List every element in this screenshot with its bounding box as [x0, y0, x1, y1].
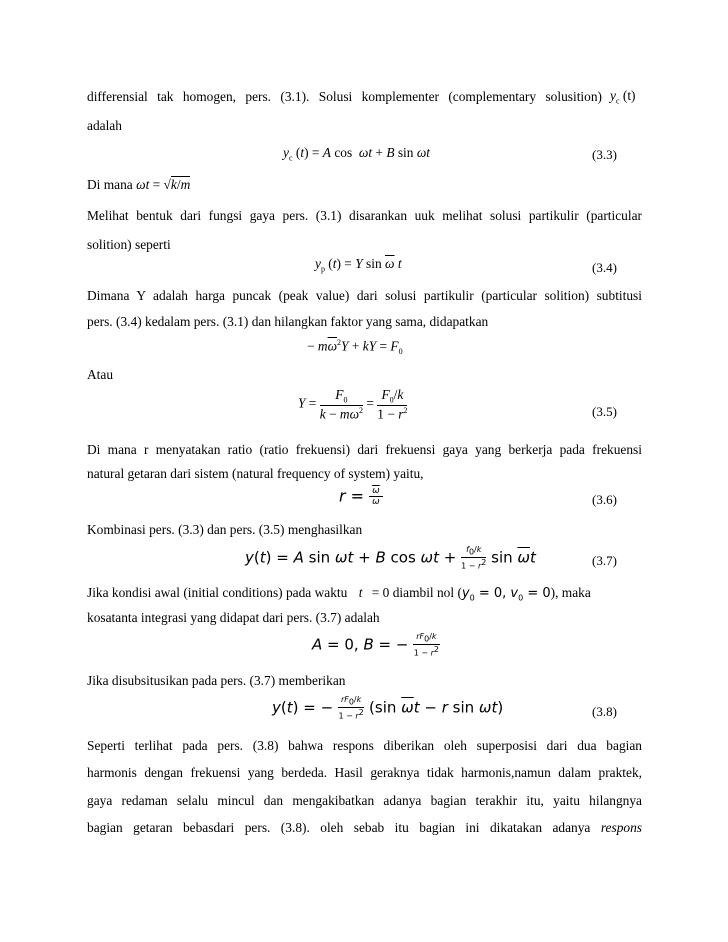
text-line — [87, 367, 642, 383]
paragraph-text: Jika kondisi awal (initial conditions) pada waktu — [87, 585, 348, 600]
paragraph-text: respons — [600, 820, 642, 835]
paragraph-text: Seperti terlihat pada pers. (3.8) bahwa respons diberikan oleh superposisi dari dua bagian — [87, 738, 642, 753]
equation-number: (3.3) — [592, 147, 617, 162]
text-line — [87, 466, 642, 482]
equation-3-3: $y_c$ (t) = A cos ωt + B sin ωt — [283, 145, 431, 163]
equation-number: (3.5) — [592, 404, 617, 419]
equation-number: (3.4) — [592, 260, 617, 275]
paragraph-text: Melihat bentuk dari fungsi gaya pers. (3.1) disarankan uuk melihat solusi partikulir (particular — [87, 208, 642, 223]
paragraph-text: = 0 diambil nol ( — [371, 585, 462, 600]
paragraph-text: harmonis dengan frekuensi yang berdeda. Hasil geraknya tidak harmonis,namun dalam praktek, — [87, 765, 642, 780]
text-line — [87, 442, 642, 458]
paragraph-text: Jika disubsitusikan pada pers. (3.7) memberikan — [87, 673, 346, 688]
text-line — [87, 820, 642, 836]
paragraph-text: Kombinasi pers. (3.3) dan pers. (3.5) menghasilkan — [87, 522, 363, 537]
paragraph-text: natural getaran dari sistem (natural frequency of system) yaitu, — [87, 466, 424, 481]
equation-3-8: y(t) = − $\frac{rF_0/k}{1 - r^2}$ (sin $\overline{\omega}t - r$ sin ωt) — [272, 695, 504, 721]
text-line — [87, 585, 642, 603]
paragraph-text: differensial tak homogen, pers. (3.1). Solusi komplementer (complementary solusition) — [87, 89, 602, 104]
paragraph-text: Atau — [87, 367, 114, 382]
text-line: Di mana ωt = √k/m — [87, 177, 191, 192]
equation-constants: A = 0, B = − $\frac{rF_0/k}{1 - r^2}$ — [312, 632, 439, 658]
paragraph-text: Di mana — [87, 177, 133, 192]
equation-3-4: $y_p$ (t) = Y $\sin \overline{\omega}$ t — [315, 256, 402, 274]
text-line — [87, 765, 642, 781]
inline-math: $y_0 = 0$, $v_0 = 0$ — [461, 586, 551, 603]
text-line — [87, 314, 642, 330]
text-line — [87, 237, 642, 253]
paragraph-text: bagian getaran bebasdari pers. (3.8). oleh sebab itu bagian ini dikatakan adanya — [87, 820, 591, 835]
equation-3-6: r = $\frac{\overline{\omega}}{\omega}$ — [339, 486, 383, 508]
paragraph-text: Dimana Y adalah harga puncak (peak value) dari solusi partikulir (particular solition) subtitusi — [87, 288, 642, 303]
equation-intermediate: − $m\overline{\omega}^2Y$ + kY = $F_0$ — [307, 338, 403, 357]
paragraph-text: pers. (3.4) kedalam pers. (3.1) dan hilangkan faktor yang sama, didapatkan — [87, 314, 489, 329]
paragraph-text: adalah — [87, 118, 122, 133]
text-line — [87, 610, 642, 626]
inline-math: $y_c$ (t) — [610, 88, 636, 106]
text-line — [87, 118, 642, 134]
equation-number: (3.8) — [592, 704, 617, 719]
paragraph-text: kosatanta integrasi yang didapat dari pers. (3.7) adalah — [87, 610, 380, 625]
text-line — [87, 89, 602, 105]
text-line — [87, 793, 642, 809]
paragraph-text: Di mana r menyatakan ratio (ratio frekuensi) dari frekuensi gaya yang berkerja pada frekuensi — [87, 442, 642, 457]
text-line — [87, 673, 642, 689]
paragraph-text: ), maka — [550, 585, 591, 600]
text-line — [87, 208, 642, 224]
text-line — [87, 738, 642, 754]
equation-3-5: Y = $\frac{F_0}{k - m\overline{\omega}^2}$ = $\frac{F_0/k}{1 - r^2}$ — [298, 387, 408, 422]
paragraph-text: t — [358, 585, 363, 600]
text-line — [87, 522, 642, 538]
text-line — [87, 288, 642, 304]
paragraph-text: gaya redaman selalu mincul dan mengakibatkan adanya bagian terakhir itu, yaitu hilangnya — [87, 793, 642, 808]
equation-number: (3.7) — [592, 553, 617, 568]
equation-number: (3.6) — [592, 492, 617, 507]
paragraph-text: solition) seperti — [87, 237, 171, 252]
equation-3-7: y(t) = A sin ωt + B cos ωt + $\frac{f_0/k}{1 - r^2}$ $\sin \overline{\omega}t$ — [245, 545, 536, 571]
